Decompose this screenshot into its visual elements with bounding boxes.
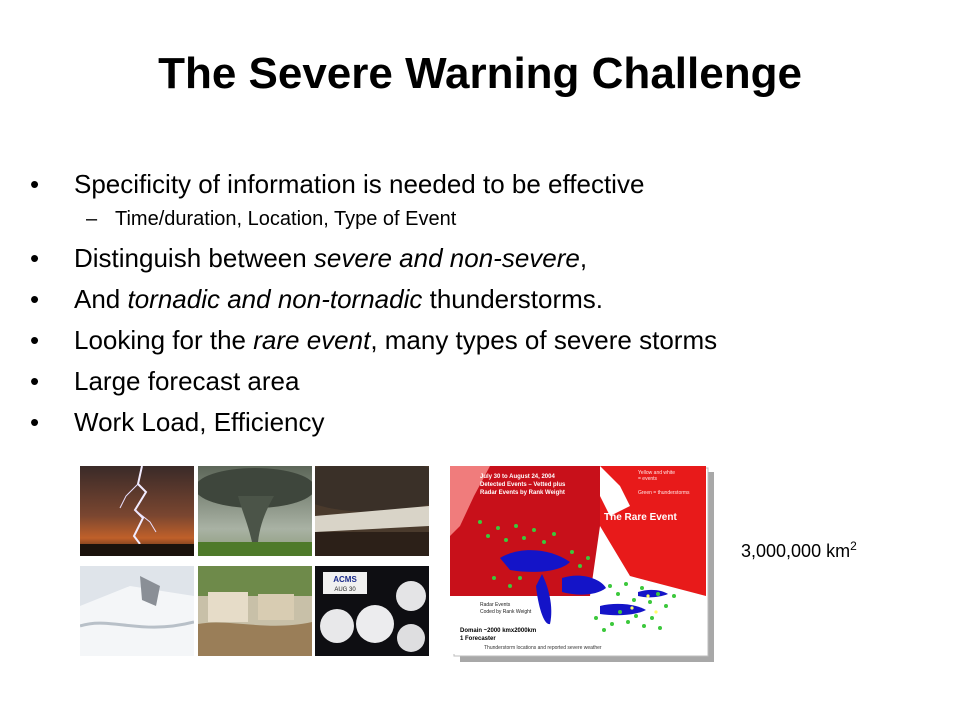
bullet-dot: • — [30, 243, 40, 273]
flood-photo — [198, 566, 312, 656]
sub-bullet-time-location — [30, 206, 930, 232]
bullet-text-prefix: Looking for the — [74, 325, 254, 355]
bullet-dot: • — [30, 407, 40, 437]
map-radar-line-1: Radar Events — [480, 602, 511, 608]
bullet-emphasis: tornadic and non-tornadic — [127, 284, 423, 314]
map-header-line-1: July 30 to August 24, 2004 — [480, 474, 555, 480]
bullet-rare-event — [30, 324, 930, 356]
bullet-text-suffix: , — [579, 243, 588, 273]
snowstorm-photo — [80, 566, 194, 656]
bullet-tornadic — [30, 283, 930, 315]
rare-event-map — [450, 466, 714, 662]
map-header-line-3: Radar Events by Rank Weight — [480, 490, 565, 496]
bullet-text: Work Load, Efficiency — [74, 407, 325, 437]
bullet-emphasis: severe and non-severe — [313, 243, 580, 273]
area-value: 3,000,000 km — [741, 541, 851, 561]
area-exponent: 2 — [850, 539, 857, 553]
bullet-forecast-area — [30, 365, 930, 397]
severe-weather-photo-collage — [80, 466, 429, 656]
hail-photo — [315, 566, 429, 656]
bullet-dot: • — [30, 366, 40, 396]
hail-card-label: ACMS — [333, 575, 357, 584]
bullet-dot: • — [30, 169, 40, 199]
map-header-line-2: Detected Events – Vetted plus — [480, 482, 566, 488]
sub-bullet-dash: – — [86, 208, 98, 230]
sub-bullet-text: Time/duration, Location, Type of Event — [115, 208, 457, 230]
bullet-text: Large forecast area — [74, 366, 300, 396]
bullet-list — [30, 168, 930, 447]
bullet-text: Specificity of information is needed to be effective — [74, 169, 645, 199]
bullet-distinguish — [30, 242, 930, 274]
map-caption: Thunderstorm locations and reported severe weather — [484, 645, 602, 651]
bullet-emphasis: rare event — [253, 325, 371, 355]
map-legend-line-2: = events — [638, 476, 658, 482]
map-legend-line-1: Yellow and white — [638, 470, 676, 476]
lightning-photo — [80, 466, 194, 556]
bullet-dot: • — [30, 284, 40, 314]
hail-card-sub: AUG 30 — [334, 587, 356, 593]
bullet-text-suffix: , many types of severe storms — [370, 325, 718, 355]
bullet-text-prefix: Distinguish between — [74, 243, 314, 273]
map-radar-line-2: Coded by Rank Weight — [480, 609, 532, 615]
slide-title: The Severe Warning Challenge — [158, 49, 802, 98]
bullet-text-prefix: And — [74, 284, 128, 314]
bullet-text-suffix: thunderstorms. — [422, 284, 604, 314]
bullet-specificity — [30, 168, 930, 200]
storm-cloud-photo — [315, 466, 429, 556]
map-domain-line-1: Domain ~2000 kmx2000km — [460, 628, 537, 634]
map-domain-line-2: 1 Forecaster — [460, 636, 496, 642]
forecast-area-label — [741, 535, 857, 562]
map-legend-line-3: Green = thunderstorms — [638, 490, 690, 496]
map-rare-event-label: The Rare Event — [604, 512, 677, 523]
tornado-photo — [198, 466, 312, 556]
bullet-workload — [30, 406, 930, 438]
bullet-dot: • — [30, 325, 40, 355]
